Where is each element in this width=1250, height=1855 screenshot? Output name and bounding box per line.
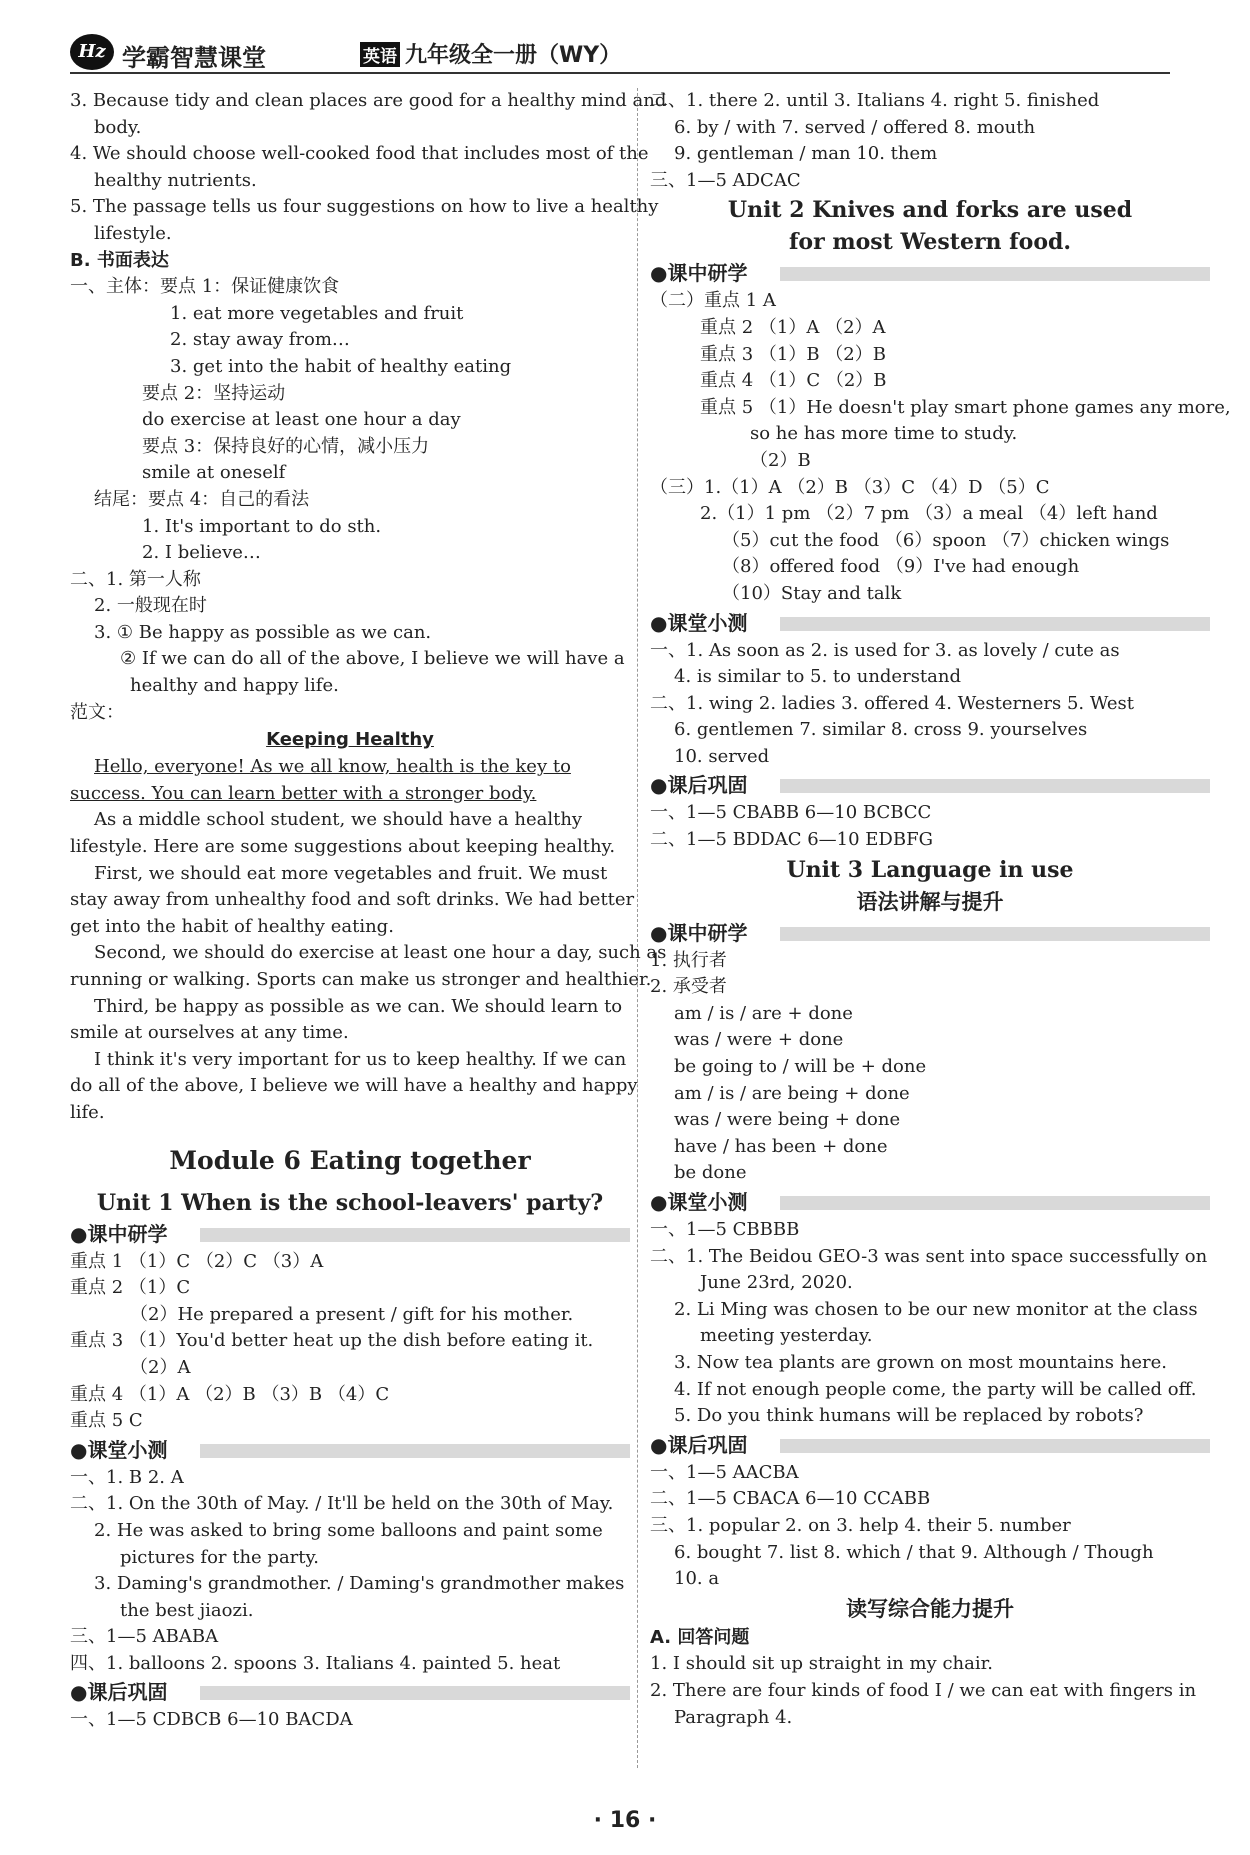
answer-line: 二、1—5 BDDAC 6—10 EDBFG	[650, 829, 933, 851]
answer-line: 3. Now tea plants are grown on most mountains here.	[674, 1351, 1167, 1373]
answer-line: 6. by / with 7. served / offered 8. mouth	[674, 116, 1036, 138]
answer-line: 一、1. B 2. A	[70, 1466, 184, 1488]
answer-line: 重点 2 （1）A （2）A	[700, 316, 886, 338]
unit-title: Unit 2 Knives and forks are used	[727, 197, 1133, 224]
answer-line: 二、1. wing 2. ladies 3. offered 4. Westerners 5. West	[650, 692, 1135, 714]
answer-line: 一、1—5 CBABB 6—10 BCBCC	[650, 802, 932, 824]
essay-line: Third, be happy as possible as we can. We should learn to	[94, 995, 623, 1017]
outline-line: ② If we can do all of the above, I believe we will have a	[120, 648, 625, 670]
answer-line: 6. bought 7. list 8. which / that 9. Although / Though	[674, 1541, 1154, 1563]
answer-line: 5. Do you think humans will be replaced by robots?	[674, 1405, 1144, 1427]
answer-line: 二、1. there 2. until 3. Italians 4. right 5. finished	[650, 90, 1100, 111]
answer-line: 二、1. The Beidou GEO-3 was sent into space successfully on	[650, 1245, 1208, 1267]
section-title: 读写综合能力提升	[846, 1596, 1014, 1621]
outline-line: 3. get into the habit of healthy eating	[170, 355, 512, 377]
module-title: Module 6 Eating together	[169, 1145, 531, 1175]
essay-line: As a middle school student, we should have a healthy	[94, 809, 583, 831]
answer-line: 1. 执行者	[650, 949, 727, 971]
answer-line: 4. is similar to 5. to understand	[674, 666, 962, 688]
answer-line: 重点 3 （1）You'd better heat up the dish before eating it.	[70, 1330, 594, 1352]
answer-line: 10. a	[674, 1568, 720, 1590]
section-heading: ●课中研学	[70, 1219, 630, 1249]
formula-line: was / were + done	[674, 1029, 844, 1051]
answer-line: （2）He prepared a present / gift for his mother.	[130, 1303, 574, 1325]
answer-line: Paragraph 4.	[674, 1706, 793, 1728]
outline-line: 1. It's important to do sth.	[142, 515, 382, 537]
outline-line: smile at oneself	[142, 462, 286, 484]
answer-line: lifestyle.	[94, 222, 172, 244]
outline-line: 结尾：要点 4：自己的看法	[94, 488, 310, 510]
outline-line: 2. 一般现在时	[94, 595, 207, 617]
answer-line: meeting yesterday.	[700, 1325, 873, 1347]
formula-line: am / is / are + done	[674, 1002, 853, 1024]
section-heading: A. 回答问题	[650, 1626, 750, 1648]
answer-line: 10. served	[674, 745, 770, 767]
formula-line: have / has been + done	[674, 1135, 888, 1157]
answer-line: （二）重点 1 A	[650, 290, 776, 312]
formula-line: was / were being + done	[674, 1109, 901, 1131]
answer-line: 二、1—5 CBACA 6—10 CCABB	[650, 1488, 931, 1510]
page-header	[70, 34, 1170, 74]
section-heading: ●课堂小测	[70, 1435, 630, 1465]
answer-line: 三、1—5 ABABA	[70, 1626, 219, 1648]
answer-line: the best jiaozi.	[120, 1599, 254, 1621]
answer-line: 4. If not enough people come, the party will be called off.	[674, 1378, 1197, 1400]
essay-line: lifestyle. Here are some suggestions about keeping healthy.	[70, 836, 616, 858]
section-heading: ●课后巩固	[650, 1430, 1210, 1460]
answer-line: healthy nutrients.	[94, 169, 257, 191]
answer-line: 4. We should choose well-cooked food that includes most of the	[70, 143, 649, 165]
outline-line: do exercise at least one hour a day	[142, 409, 461, 431]
answer-line: 四、1. balloons 2. spoons 3. Italians 4. painted 5. heat	[70, 1652, 561, 1674]
answer-line: body.	[94, 116, 142, 138]
answer-line: 2. Li Ming was chosen to be our new monitor at the class	[674, 1298, 1198, 1320]
section-heading: ●课堂小测	[650, 608, 1210, 638]
answer-line: 3. Because tidy and clean places are good for a healthy mind and	[70, 90, 667, 111]
answer-line: 重点 1 （1）C （2）C （3）A	[70, 1250, 324, 1272]
section-heading: ●课中研学	[650, 258, 1210, 288]
essay-line: First, we should eat more vegetables and fruit. We must	[94, 862, 608, 884]
essay-line: running or walking. Sports can make us stronger and healthier.	[70, 969, 652, 990]
answer-line: （2）B	[750, 449, 811, 471]
essay-line: do all of the above, I believe we will have a healthy and happy	[70, 1075, 638, 1097]
answer-line: 二、1. On the 30th of May. / It'll be held on the 30th of May.	[70, 1493, 614, 1515]
answer-line: 5. The passage tells us four suggestions on how to live a healthy	[70, 196, 659, 218]
brand-name: 学霸智慧课堂	[122, 44, 266, 72]
outline-line: 2. I believe…	[142, 542, 261, 564]
answer-line: 1. I should sit up straight in my chair.	[650, 1653, 993, 1675]
right-column	[650, 88, 1231, 1731]
outline-line: 要点 2：坚持运动	[142, 382, 286, 404]
left-column	[70, 88, 667, 1734]
page-number: · 16 ·	[593, 1808, 657, 1833]
essay-line: smile at ourselves at any time.	[70, 1022, 349, 1044]
essay-line: I think it's very important for us to keep healthy. If we can	[94, 1048, 627, 1070]
answer-line: 重点 3 （1）B （2）B	[700, 343, 886, 365]
answer-line: 2.（1）1 pm （2）7 pm （3）a meal （4）left hand	[700, 503, 1158, 525]
outline-line: healthy and happy life.	[130, 675, 339, 697]
subject-tag: 英语	[360, 42, 400, 67]
answer-line: 三、1. popular 2. on 3. help 4. their 5. number	[650, 1514, 1071, 1536]
section-heading: B. 书面表达	[70, 249, 169, 271]
essay-line: Hello, everyone! As we all know, health is the key to	[94, 756, 571, 778]
answer-line: （8）offered food （9）I've had enough	[722, 556, 1080, 578]
outline-line: 2. stay away from…	[170, 329, 350, 351]
answer-line: （2）A	[130, 1356, 191, 1378]
answer-line: （5）cut the food （6）spoon （7）chicken wings	[722, 529, 1170, 551]
unit-title-cont: for most Western food.	[788, 229, 1072, 256]
unit-title: Unit 1 When is the school-leavers' party?	[96, 1189, 604, 1216]
answer-line: 9. gentleman / man 10. them	[674, 143, 938, 165]
unit-subtitle: 语法讲解与提升	[856, 889, 1004, 914]
answer-line: 重点 5 C	[70, 1410, 143, 1432]
answer-line: 一、1—5 AACBA	[650, 1461, 799, 1483]
outline-line: 要点 3：保持良好的心情，减小压力	[142, 435, 430, 457]
outline-line: 1. eat more vegetables and fruit	[170, 302, 464, 324]
answer-line: 重点 5 （1）He doesn't play smart phone games any more,	[700, 396, 1231, 418]
sample-label: 范文：	[70, 701, 124, 723]
answer-line: 一、1. As soon as 2. is used for 3. as lovely / cute as	[650, 639, 1120, 661]
answer-line: 三、1—5 ADCAC	[650, 169, 801, 191]
answer-line: 2. 承受者	[650, 976, 727, 998]
essay-title: Keeping Healthy	[266, 729, 434, 751]
formula-line: be going to / will be + done	[674, 1056, 927, 1078]
header-rule	[70, 72, 1170, 74]
unit-title: Unit 3 Language in use	[786, 856, 1074, 883]
book-subtitle: 九年级全一册（WY）	[405, 43, 622, 68]
section-heading: ●课堂小测	[650, 1187, 1210, 1217]
answer-line: 6. gentlemen 7. similar 8. cross 9. yourselves	[674, 719, 1088, 741]
outline-line: 3. ① Be happy as possible as we can.	[94, 621, 432, 643]
essay-line: get into the habit of healthy eating.	[70, 915, 394, 937]
answer-line: 重点 4 （1）A （2）B （3）B （4）C	[70, 1383, 390, 1405]
answer-line: （10）Stay and talk	[722, 582, 902, 604]
answer-line: 一、1—5 CDBCB 6—10 BACDA	[70, 1709, 353, 1731]
answer-line: 2. He was asked to bring some balloons and paint some	[94, 1519, 603, 1541]
formula-line: am / is / are being + done	[674, 1082, 910, 1104]
section-heading: ●课后巩固	[650, 770, 1210, 800]
answer-line: （三）1.（1）A （2）B （3）C （4）D （5）C	[650, 476, 1050, 498]
answer-line: 重点 4 （1）C （2）B	[700, 370, 887, 392]
answer-line: so he has more time to study.	[750, 423, 1018, 445]
column-divider	[637, 88, 638, 1768]
essay-line: Second, we should do exercise at least one hour a day, such as	[94, 942, 667, 964]
outline-line: 一、主体：要点 1：保证健康饮食	[70, 276, 340, 298]
outline-line: 二、1. 第一人称	[70, 568, 201, 590]
answer-line: June 23rd, 2020.	[700, 1272, 853, 1294]
answer-line: pictures for the party.	[120, 1546, 320, 1568]
answer-line: 3. Daming's grandmother. / Daming's grandmother makes	[94, 1573, 625, 1595]
section-heading: ●课中研学	[650, 918, 1210, 948]
section-heading: ●课后巩固	[70, 1677, 630, 1707]
answer-line: 2. There are four kinds of food I / we can eat with fingers in	[650, 1679, 1197, 1701]
answer-line: 重点 2 （1）C	[70, 1277, 191, 1299]
answer-line: 一、1—5 CBBBB	[650, 1219, 800, 1240]
essay-line: success. You can learn better with a stronger body.	[70, 782, 537, 804]
essay-line: life.	[70, 1101, 105, 1123]
brand-logo: Hz	[70, 34, 114, 70]
essay-line: stay away from unhealthy food and soft drinks. We had better	[70, 889, 635, 911]
formula-line: be done	[674, 1162, 747, 1184]
